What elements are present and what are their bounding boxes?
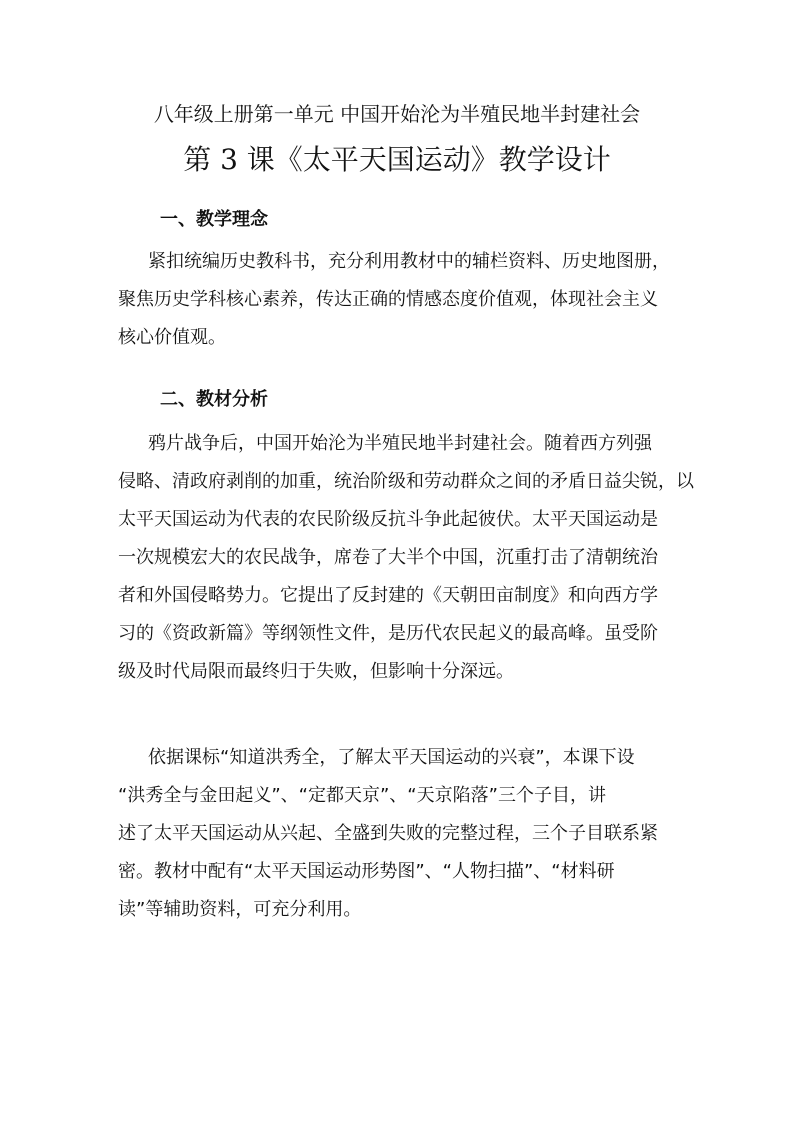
paragraph-line: 侵略、清政府剥削的加重，统治阶级和劳动群众之间的矛盾日益尖锐，以 [118,471,694,492]
paragraph-line: “洪秀全与金田起义”、“定都天京”、“天京陷落”三个子目，讲 [118,785,606,806]
paragraph-line: 述了太平天国运动从兴起、全盛到失败的完整过程，三个子目联系紧 [118,823,658,844]
lesson-title: 第 3 课《太平天国运动》教学设计 [183,143,611,176]
paragraph-line: 紧扣统编历史教科书，充分利用教材中的辅栏资料、历史地图册， [148,251,670,272]
paragraph-line: 者和外国侵略势力。它提出了反封建的《天朝田亩制度》和向西方学 [118,585,658,606]
section-heading-teaching-philosophy: 一、教学理念 [160,209,268,230]
paragraph-line: 一次规模宏大的农民战争，席卷了大半个中国，沉重打击了清朝统治 [118,547,658,568]
paragraph-line: 读”等辅助资料，可充分利用。 [118,899,362,920]
paragraph-line: 依据课标“知道洪秀全，了解太平天国运动的兴衰”，本课下设 [148,747,635,768]
paragraph-line: 太平天国运动为代表的农民阶级反抗斗争此起彼伏。太平天国运动是 [118,509,658,530]
paragraph-teaching-philosophy [118,243,686,357]
paragraph-line: 密。教材中配有“太平天国运动形势图”、“人物扫描”、“材料研 [118,861,615,882]
paragraph-line: 核心价值观。 [118,327,226,348]
paragraph-line: 鸦片战争后，中国开始沦为半殖民地半封建社会。随着西方列强 [148,433,652,454]
paragraph-textbook-analysis-2 [118,739,686,929]
paragraph-line: 习的《资政新篇》等纲领性文件，是历代农民起义的最高峰。虽受阶 [118,623,658,644]
paragraph-line: 聚焦历史学科核心素养，传达正确的情感态度价值观，体现社会主义 [118,289,658,310]
paragraph-textbook-analysis-1 [118,425,694,691]
unit-subtitle: 八年级上册第一单元 中国开始沦为半殖民地半封建社会 [153,102,641,126]
paragraph-line: 级及时代局限而最终归于失败，但影响十分深远。 [118,661,514,682]
section-heading-textbook-analysis: 二、教材分析 [160,389,268,410]
